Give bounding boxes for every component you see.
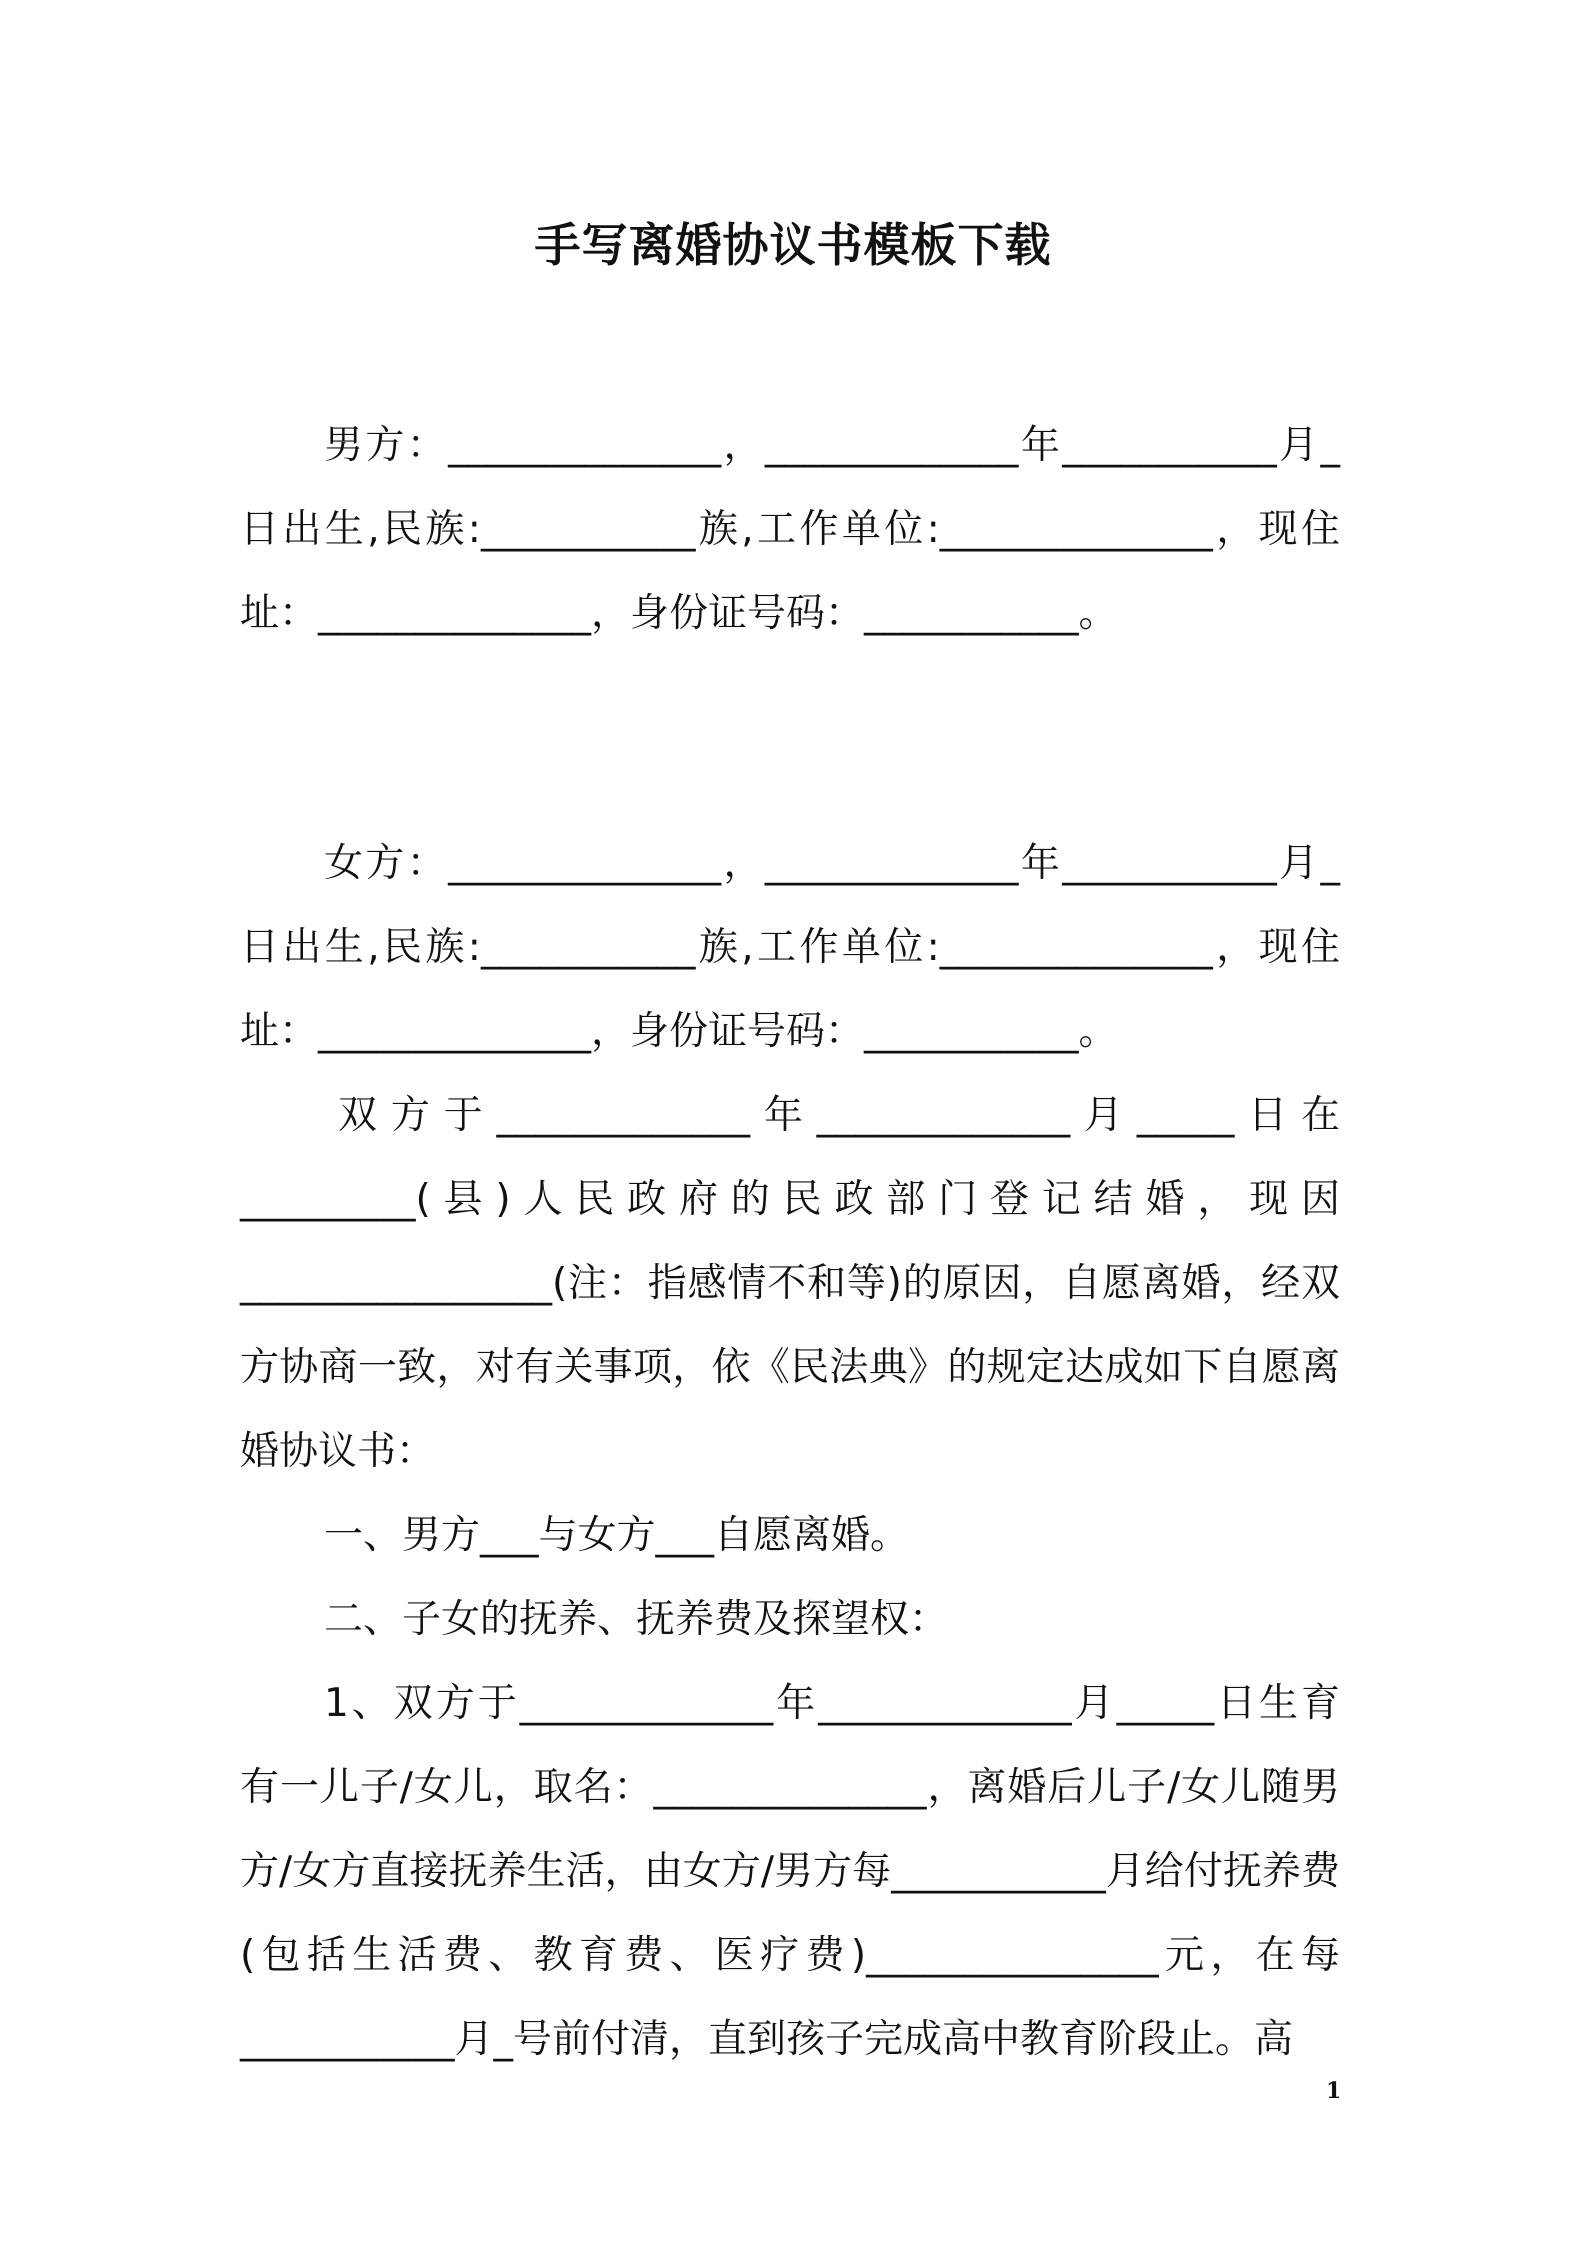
woman-info-paragraph: 女方：______________，_____________年___________月_日出生,民族:___________族,工作单位:______________，现住址：______________，身份证号码：___________。 [240,841,1340,1054]
marriage-intro-paragraph: 双方于_____________年_____________月_____日在_________(县)人民政府的民政部门登记结婚，现因________________(注：指感情不和等)的原因，自愿离婚，经双方协商一致，对有关事项，依《民法典》的规定达成如下自愿离婚协议书： [240,1093,1340,1474]
clause-one: 一、男方___与女方___自愿离婚。 [324,1513,910,1558]
document-body [240,404,1340,2082]
clause-two-item-one: 1、双方于_____________年_____________月_____日生育有一儿子/女儿，取名：______________，离婚后儿子/女儿随男方/女方直接抚养生活，由女方/男方每___________月给付抚养费(包括生活费、教育费、医疗费)_______________元，在每___________月_号前付清，直到孩子完成高中教育阶段止。高 [240,1681,1340,2062]
page-number: 1 [1326,2078,1342,2104]
man-info-paragraph: 男方：______________，_____________年___________月_日出生,民族:___________族,工作单位:______________，现住址：______________，身份证号码：___________。 [240,423,1340,636]
paragraph-gap [240,656,1340,822]
clause-two-heading: 二、子女的抚养、抚养费及探望权： [324,1597,949,1642]
document-title: 手写离婚协议书模板下载 [534,218,1052,272]
